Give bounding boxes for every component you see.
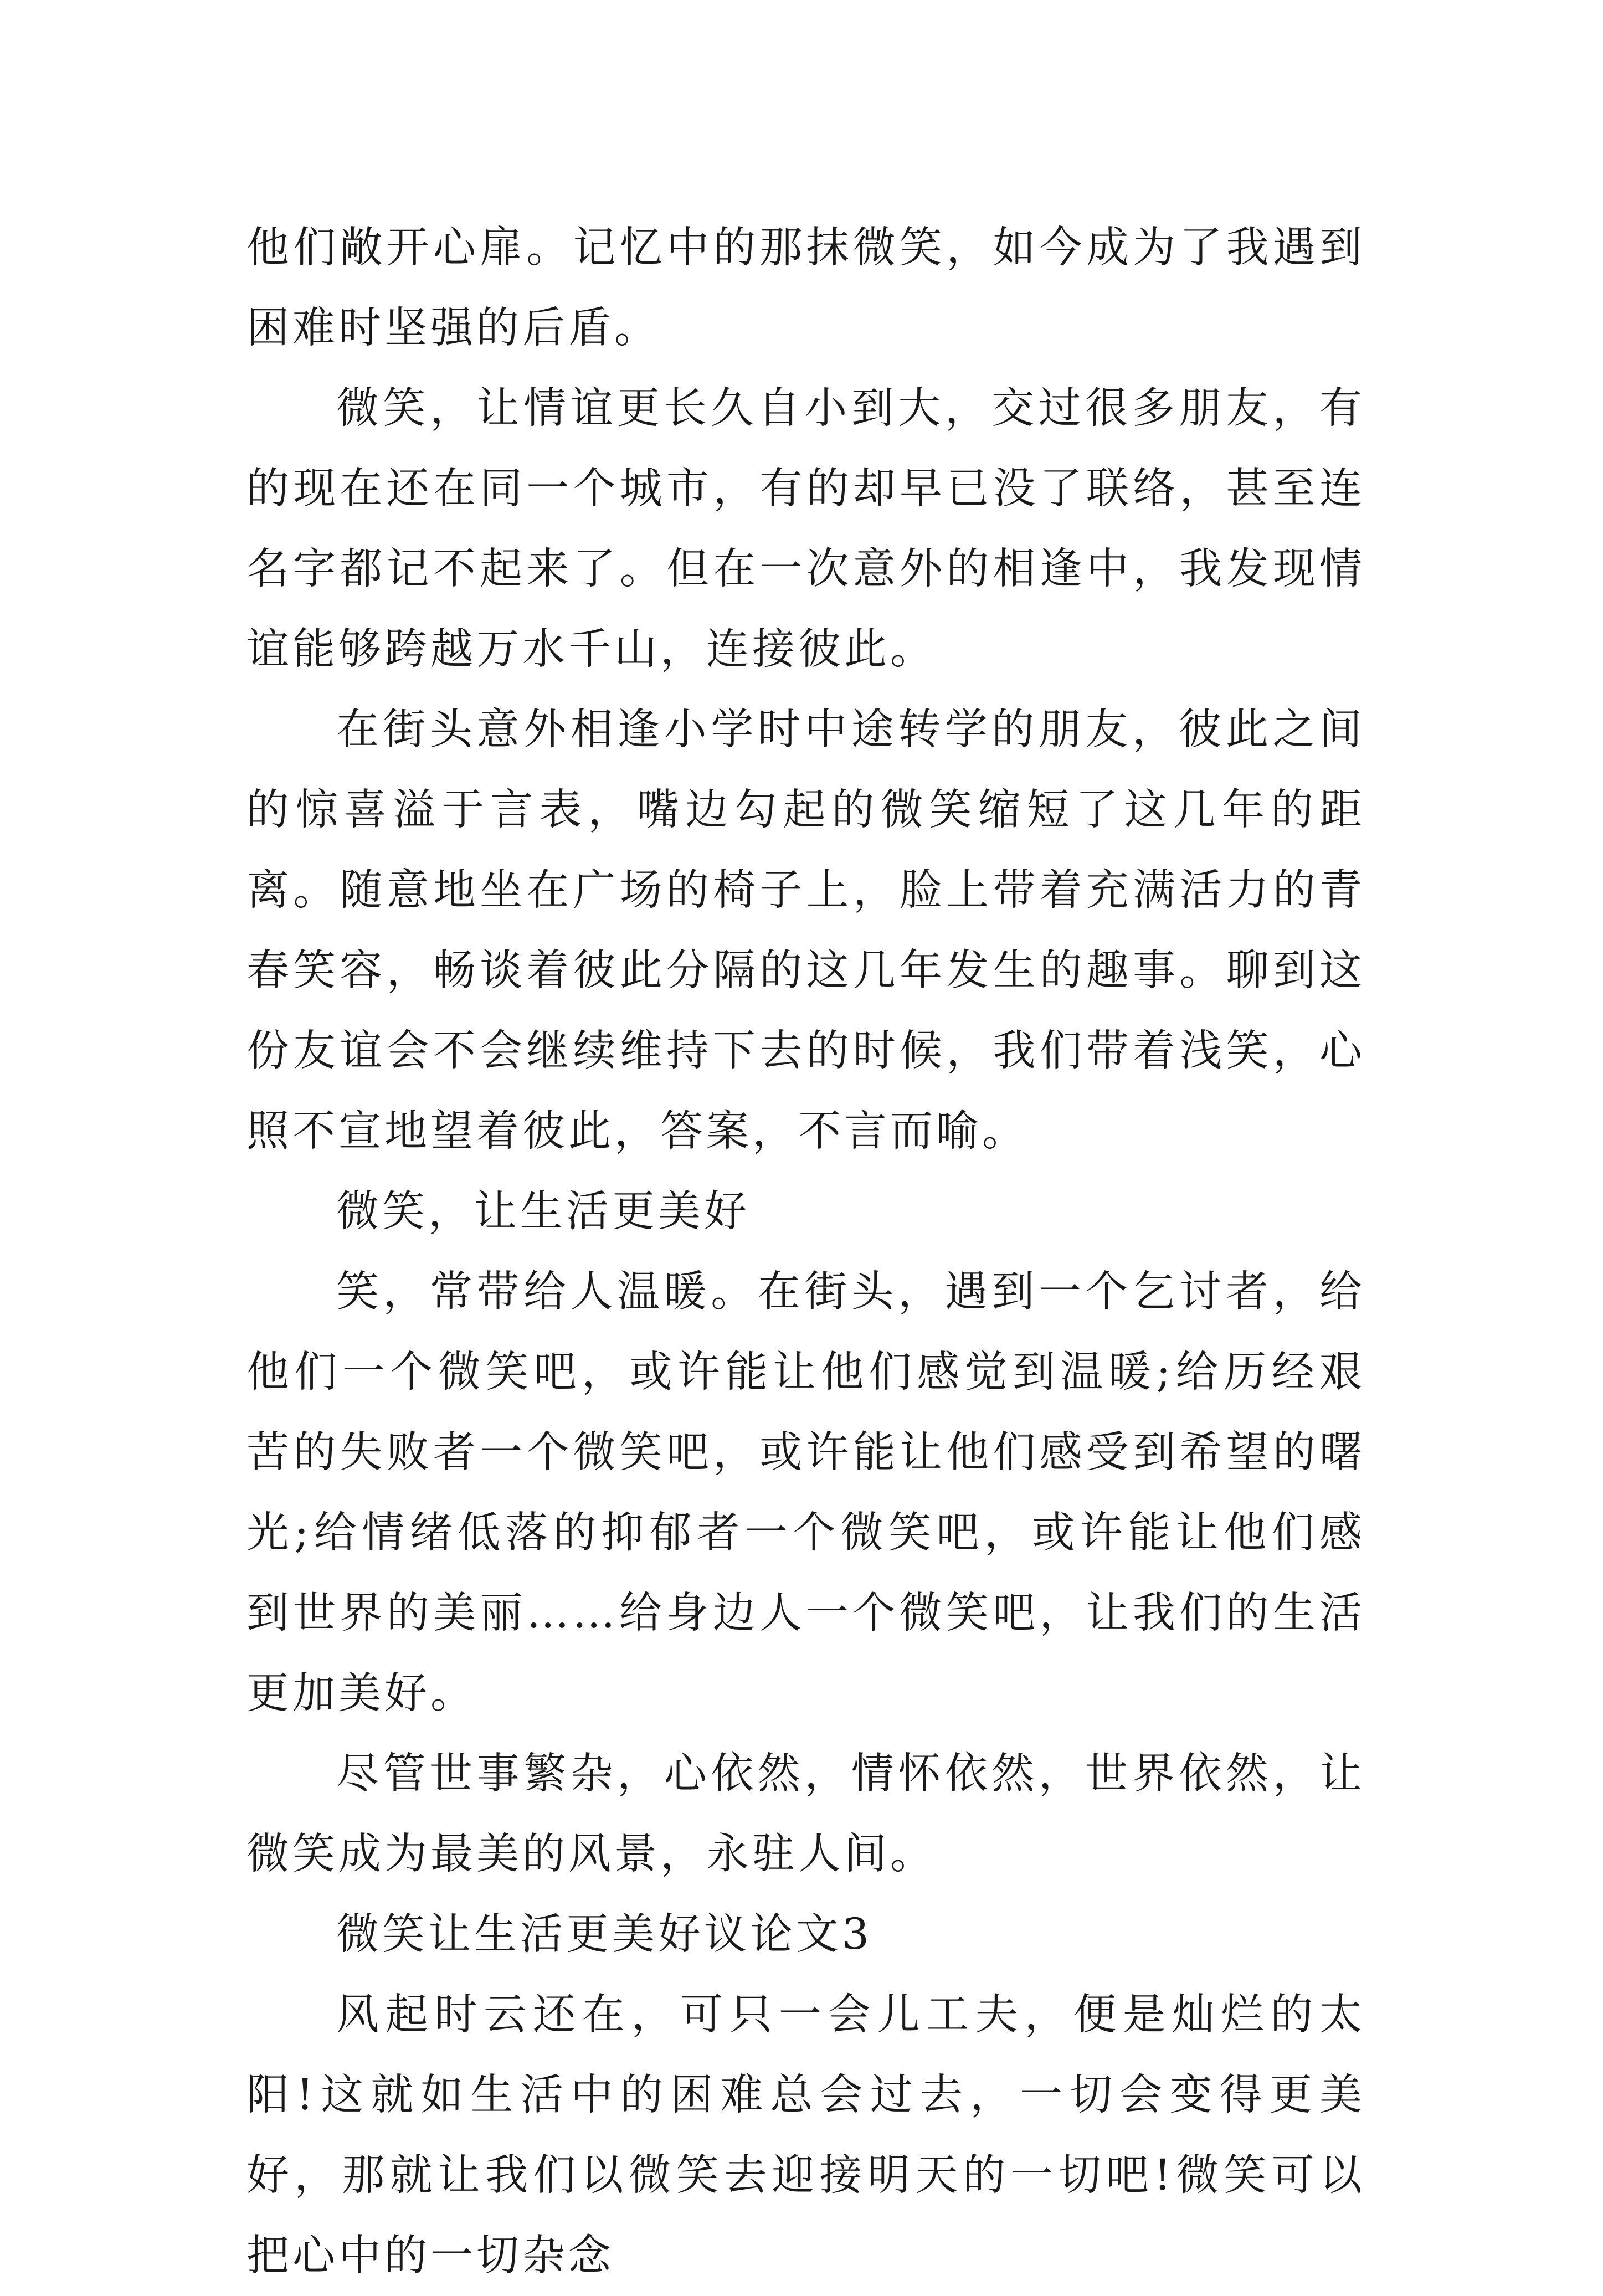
paragraph-5: 尽管世事繁杂，心依然，情怀依然，世界依然，让微笑成为最美的风景，永驻人间。	[246, 1749, 1365, 1879]
document-body	[246, 208, 1365, 2296]
paragraph-3: 在街头意外相逢小学时中途转学的朋友，彼此之间的惊喜溢于言表，嘴边勾起的微笑缩短了这几年的距离。随意地坐在广场的椅子上，脸上带着充满活力的青春笑容，畅谈着彼此分隔的这几年发生的趣事。聊到这份友谊会不会继续维持下去的时候，我们带着浅笑，心照不宣地望着彼此，答案，不言而喻。	[246, 705, 1365, 1156]
paragraph-1: 他们敞开心扉。记忆中的那抹微笑，如今成为了我遇到困难时坚强的后盾。	[246, 223, 1365, 353]
paragraph-6: 风起时云还在，可只一会儿工夫，便是灿烂的太阳!这就如生活中的困难总会过去，一切会变得更美好，那就让我们以微笑去迎接明天的一切吧!微笑可以把心中的一切杂念	[246, 1990, 1365, 2280]
paragraph-2: 微笑，让情谊更长久自小到大，交过很多朋友，有的现在还在同一个城市，有的却早已没了联络，甚至连名字都记不起来了。但在一次意外的相逢中，我发现情谊能够跨越万水千山，连接彼此。	[246, 384, 1365, 674]
essay-title: 微笑让生活更美好议论文3	[336, 1910, 872, 1959]
section-heading: 微笑，让生活更美好	[336, 1187, 750, 1236]
paragraph-4: 笑，常带给人温暖。在街头，遇到一个乞讨者，给他们一个微笑吧，或许能让他们感觉到温暖;给历经艰苦的失败者一个微笑吧，或许能让他们感受到希望的曙光;给情绪低落的抑郁者一个微笑吧，或许能让他们感到世界的美丽……给身边人一个微笑吧，让我们的生活更加美好。	[246, 1267, 1365, 1718]
